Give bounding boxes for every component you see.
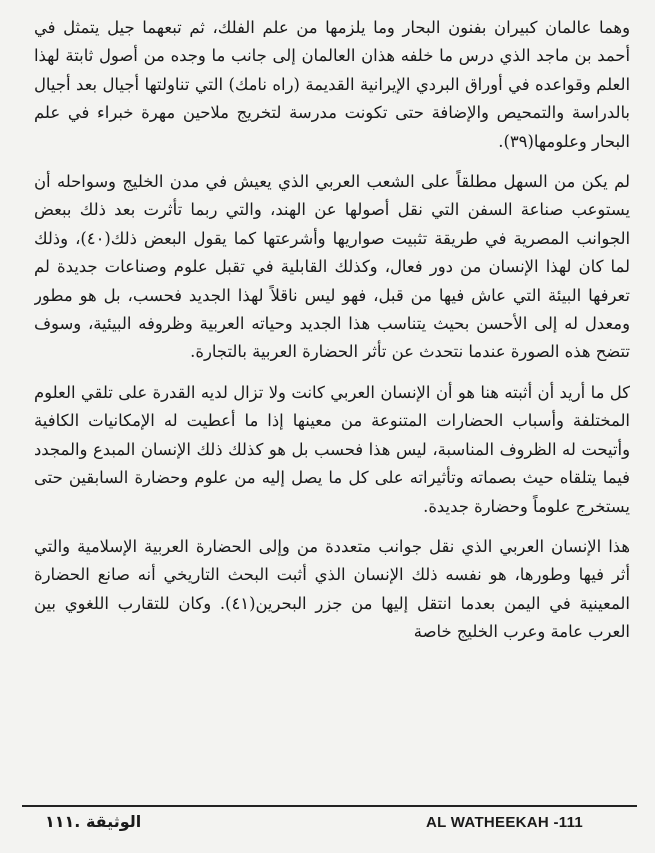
footer-page-label-arabic: الوثيقة .١١١: [45, 812, 142, 831]
footer-divider: [22, 805, 637, 807]
footer-page-label-latin: AL WATHEEKAH -111: [426, 814, 584, 831]
paragraph: لم يكن من السهل مطلقاً على الشعب العربي الذي يعيش في مدن الخليج وسواحله أن يستوعب صناعة السفن التي نقل أصولها عن الهند، والتي ربما تأثرت بعد ذلك ببعض الجوانب المصرية في طريقة تثبيت صواريها وأشرعتها كما يقول البعض ذلك(٤٠)، وذلك لما كان لهذا الإنسان من دور فعال، وكذلك القابلية في تقبل علوم وصناعات جديدة لم تعرفها البيئة التي عاش فيها من قبل، فهو ليس ناقلاً لهذا الجديد فحسب، بل هو مطور ومعدل له إلى الأحسن بحيث يتناسب هذا الجديد وحياته العربية وظروفه البيئية، وسوف تتضح هذه الصورة عندما نتحدث عن تأثر الحضارة العربية بالتجارة.: [34, 172, 630, 362]
paragraph: هذا الإنسان العربي الذي نقل جوانب متعددة من وإلى الحضارة العربية الإسلامية والتي أثر فيها وطورها، هو نفسه ذلك الإنسان الذي أثبت البحث التاريخي أنه صانع الحضارة المعينية في اليمن بعدما انتقل إليها من جزر البحرين(٤١). وكان للتقارب اللغوي بين العرب عامة وعرب الخليج خاصة: [34, 536, 630, 642]
document-body: [34, 14, 630, 784]
paragraph: وهما عالمان كبيران بفنون البحار وما يلزمها من علم الفلك، ثم تبعهما جيل يتمثل في أحمد بن ماجد الذي درس ما خلفه هذان العالمان إلى جانب ما وجده من أصول ثابتة لهذا العلم وقواعده في أوراق البردي الإيرانية القديمة (راه نامك) التي تناولتها أجيال بعد أجيال بالدراسة والتمحيص والإضافة حتى تكونت مدرسة لتخريج ملاحين مهرة خبراء في علم البحار وعلومها(٣٩).: [34, 18, 630, 151]
paragraph: كل ما أريد أن أثبته هنا هو أن الإنسان العربي كانت ولا تزال لديه القدرة على تلقي العلوم المختلفة وأسباب الحضارات المتنوعة من معينها إذا ما أعطيت له الإمكانيات الكافية وأتيحت له الظروف المناسبة، ليس هذا فحسب بل هو كذلك ذلك الإنسان المبدع والمجدد فيما يتلقاه حيث بصماته وتأثيراته على كل ما يصل إليه من علوم وحضارة السابقين حتى يستخرج علوماً وحضارة جديدة.: [34, 382, 630, 516]
